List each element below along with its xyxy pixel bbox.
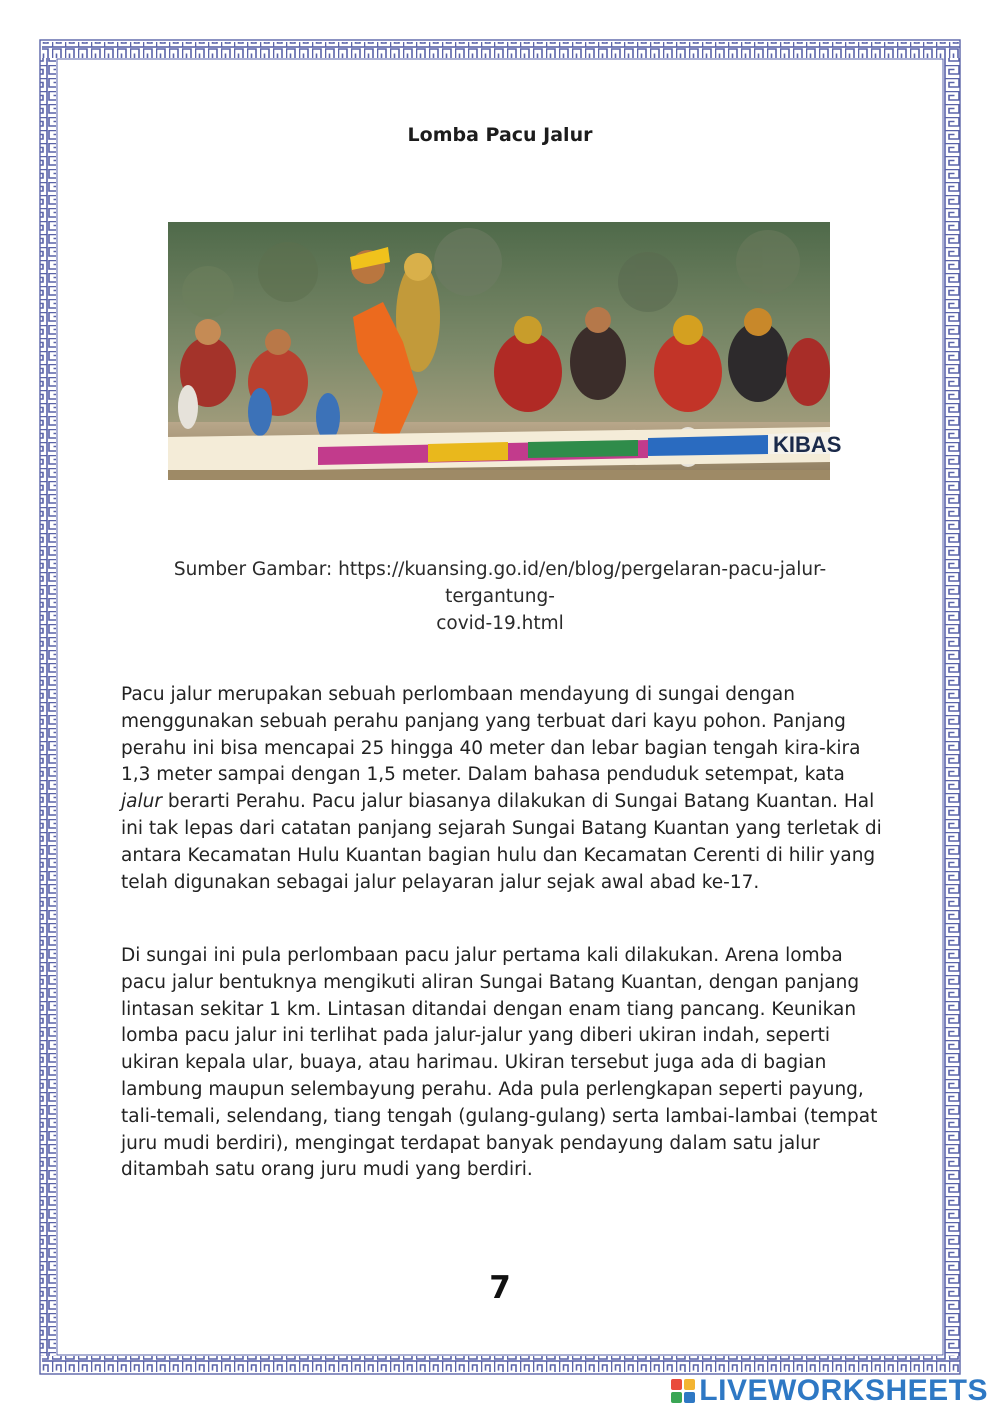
liveworksheets-logo-icon (671, 1379, 695, 1403)
page-number: 7 (489, 1270, 511, 1306)
paragraph-2: Di sungai ini pula perlombaan pacu jalur pertama kali dilakukan. Arena lomba pacu jalur bentuknya mengikuti aliran Sungai Batang Kuantan, dengan panjang lintasan sekitar 1 km. Lintasan ditandai dengan enam tiang pancang. Keunikan lomba pacu jalur ini terlihat pada jalur-jalur yang diberi ukiran indah, seperti ukiran kepala ular, buaya, atau harimau. Ukiran tersebut juga ada di bagian lambung maupun selembayung perahu. Ada pula perlengkapan seperti payung, tali-temali, selendang, tiang tengah (gulang-gulang) serta lambai-lambai (tempat juru mudi berdiri), mengingat terdapat banyak pendayung dalam satu jalur ditambah satu orang juru mudi yang berdiri. (121, 945, 878, 1181)
caption-line-2: covid-19.html (436, 613, 564, 634)
boat-label-text: KIBAS (773, 432, 842, 457)
paragraph-1-italic-word: jalur (121, 791, 162, 813)
image-caption (120, 556, 880, 637)
liveworksheets-branding[interactable] (671, 1374, 988, 1408)
caption-line-1: Sumber Gambar: https://kuansing.go.id/en/blog/pergelaran-pacu-jalur-tergantung- (173, 559, 827, 607)
paragraph-1-text-b: berarti Perahu. Pacu jalur biasanya dilakukan di Sungai Batang Kuantan. Hal ini tak lepas dari catatan panjang sejarah Sungai Batang Kuantan yang terletak di antara Kecamatan Hulu Kuantan bagian hulu dan Kecamatan Cerenti di hilir yang telah digunakan sebagai jalur pelayaran jalur sejak awal abad ke-17. (121, 791, 882, 893)
pacu-jalur-photo (168, 222, 842, 480)
boat-race-illustration (168, 222, 842, 480)
paragraph-1-text-a: Pacu jalur merupakan sebuah perlombaan mendayung di sungai dengan menggunakan sebuah perahu panjang yang terbuat dari kayu pohon. Panjang perahu ini bisa mencapai 25 hingga 40 meter dan lebar bagian tengah kira-kira 1,3 meter sampai dengan 1,5 meter. Dalam bahasa penduduk setempat, kata (121, 684, 861, 786)
liveworksheets-wordmark: LIVEWORKSHEETS (699, 1374, 988, 1407)
document-title: Lomba Pacu Jalur (407, 124, 593, 146)
paragraph-1 (121, 682, 886, 896)
